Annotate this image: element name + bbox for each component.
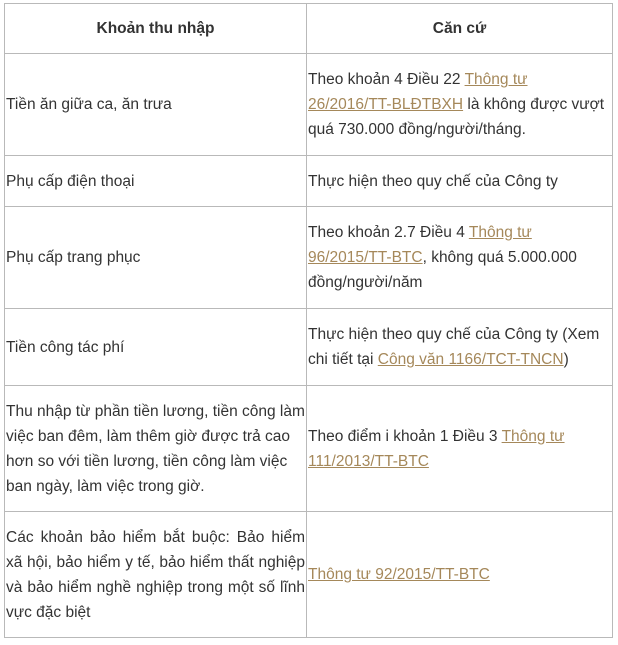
basis-cell <box>307 512 613 638</box>
official-letter-1166-link[interactable]: Công văn 1166/TCT-TNCN <box>377 351 564 368</box>
income-label: Tiền công tác phí <box>5 309 307 386</box>
header-row <box>5 4 613 54</box>
table-row <box>5 512 613 638</box>
basis-text: ) <box>563 351 569 368</box>
basis-cell <box>307 54 613 156</box>
income-label: Phụ cấp điện thoại <box>5 156 307 207</box>
table-row <box>5 386 613 512</box>
table-row <box>5 207 613 309</box>
table-row <box>5 54 613 156</box>
circular-26-2016-link[interactable]: Thông tư 26/2016/TT-BLĐTBXH <box>308 71 528 113</box>
basis-cell <box>307 156 613 207</box>
income-label: Tiền ăn giữa ca, ăn trưa <box>5 54 307 156</box>
header-income: Khoản thu nhập <box>5 4 307 54</box>
table-row <box>5 309 613 386</box>
basis-text: là không được vượt quá 730.000 đồng/người/tháng. <box>308 96 605 138</box>
circular-111-2013-link[interactable]: Thông tư 111/2013/TT-BTC <box>308 427 565 470</box>
table-row <box>5 156 613 207</box>
income-label: Các khoản bảo hiểm bắt buộc: Bảo hiểm xã hội, bảo hiểm y tế, bảo hiểm thất nghiệp và bảo hiểm nghề nghiệp trong một số lĩnh vực đặc biệt <box>5 512 307 638</box>
basis-text: Theo khoản 2.7 Điều 4 <box>308 224 469 241</box>
circular-96-2015-link[interactable]: Thông tư 96/2015/TT-BTC <box>308 224 532 266</box>
header-basis: Căn cứ <box>307 4 613 54</box>
income-label: Phụ cấp trang phục <box>5 207 307 309</box>
basis-text: , không quá 5.000.000 đồng/người/năm <box>308 249 577 291</box>
basis-text: Theo điểm i khoản 1 Điều 3 <box>308 427 502 445</box>
basis-cell <box>307 207 613 309</box>
basis-text: Theo khoản 4 Điều 22 <box>308 71 465 88</box>
circular-92-2015-link[interactable]: Thông tư 92/2015/TT-BTC <box>308 566 490 583</box>
basis-text: Thực hiện theo quy chế của Công ty (Xem chi tiết tại <box>308 326 600 368</box>
basis-text: Thực hiện theo quy chế của Công ty <box>308 172 558 190</box>
income-label: Thu nhập từ phần tiền lương, tiền công làm việc ban đêm, làm thêm giờ được trả cao hơn so với tiền lương, tiền công làm việc ban ngày, làm việc trong giờ. <box>5 386 307 512</box>
basis-cell <box>307 386 613 512</box>
income-basis-table <box>4 3 613 638</box>
basis-cell <box>307 309 613 386</box>
